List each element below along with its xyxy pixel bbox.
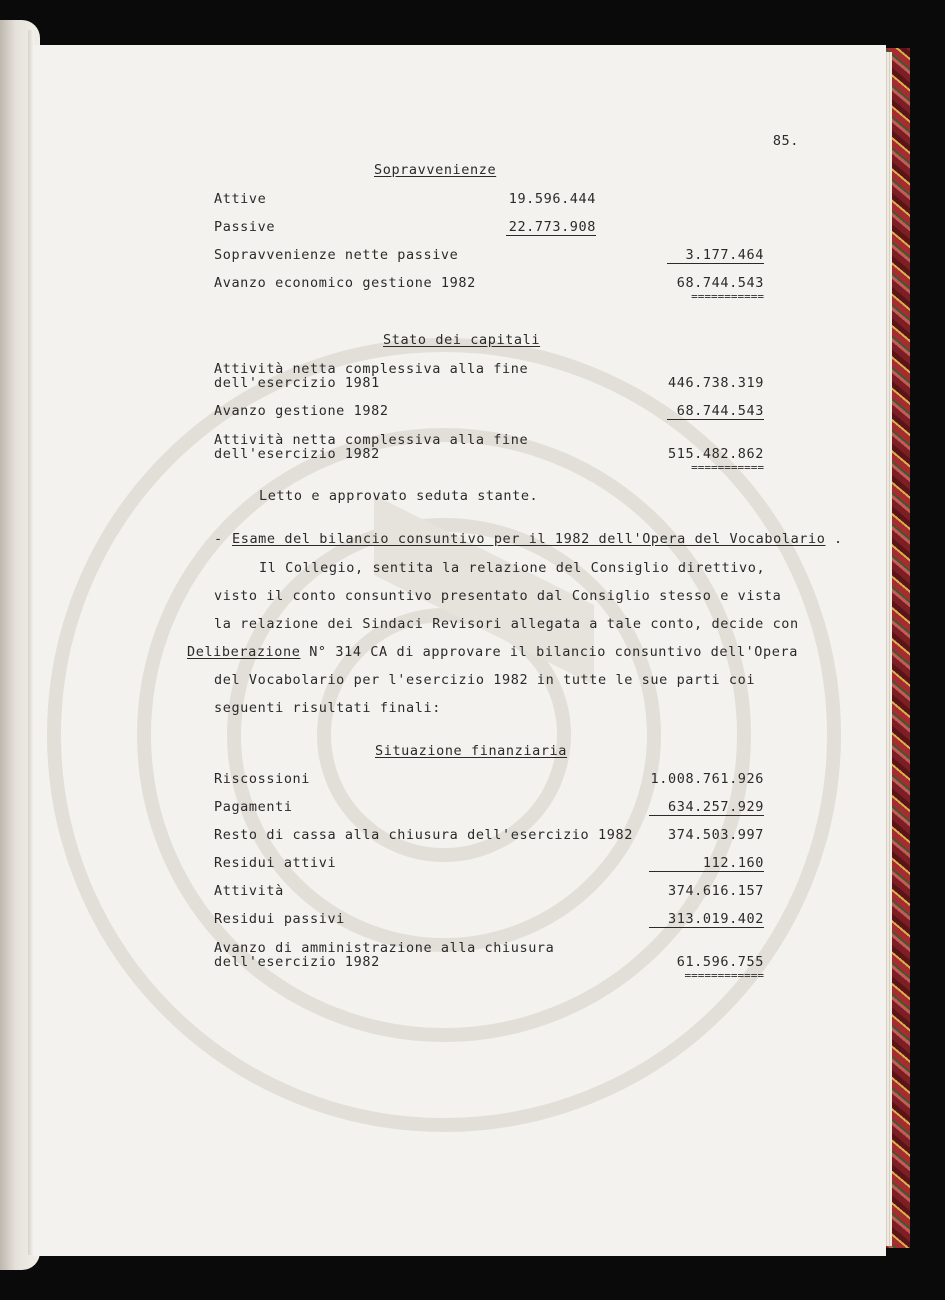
subtotal-rule bbox=[649, 927, 764, 928]
row-label-nette-passive: Sopravvenienze nette passive bbox=[214, 247, 459, 263]
paragraph-line-rest: N° 314 CA di approvare il bilancio consuntivo dell'Opera bbox=[300, 644, 798, 660]
row-value-avanzo-amministrazione: 61.596.755 bbox=[676, 954, 764, 970]
section-heading-sopravvenienze: Sopravvenienze bbox=[374, 162, 497, 178]
subtotal-rule bbox=[506, 235, 596, 236]
row-label-pagamenti: Pagamenti bbox=[214, 799, 293, 815]
row-label-attivita: Attività bbox=[214, 883, 284, 899]
row-value-residui-attivi: 112.160 bbox=[702, 855, 764, 871]
agenda-dash: - bbox=[214, 531, 223, 547]
row-value-attivita-1981: 446.738.319 bbox=[667, 375, 764, 391]
ledger-page bbox=[34, 45, 886, 1256]
page-number: 85. bbox=[772, 133, 799, 149]
paragraph-line: del Vocabolario per l'esercizio 1982 in tutte le sue parti coi bbox=[214, 672, 756, 688]
row-value-nette-passive: 3.177.464 bbox=[685, 247, 764, 263]
row-value-attivita-1982: 515.482.862 bbox=[667, 446, 764, 462]
paragraph-line: visto il conto consuntivo presentato dal Consiglio stesso e vista bbox=[214, 588, 782, 604]
row-label-residui-passivi: Residui passivi bbox=[214, 911, 345, 927]
agenda-item-period: . bbox=[834, 531, 843, 547]
row-value-residui-passivi: 313.019.402 bbox=[667, 911, 764, 927]
subtotal-rule bbox=[667, 263, 764, 264]
row-label-avanzo-amministrazione-line2: dell'esercizio 1982 bbox=[214, 954, 380, 970]
row-label-riscossioni: Riscossioni bbox=[214, 771, 311, 787]
row-label-attivita-1982-line2: dell'esercizio 1982 bbox=[214, 446, 380, 462]
row-value-riscossioni: 1.008.761.926 bbox=[650, 771, 764, 787]
row-label-attivita-1981-line2: dell'esercizio 1981 bbox=[214, 375, 380, 391]
row-label-resto-di-cassa: Resto di cassa alla chiusura dell'esercizio 1982 bbox=[214, 827, 633, 843]
row-value-attivita: 374.616.157 bbox=[667, 883, 764, 899]
row-mid-passive: 22.773.908 bbox=[508, 219, 596, 235]
row-mid-attive: 19.596.444 bbox=[508, 191, 596, 207]
row-label-passive: Passive bbox=[214, 219, 276, 235]
row-label-avanzo-amministrazione-line1: Avanzo di amministrazione alla chiusura bbox=[214, 940, 555, 956]
row-label-avanzo-economico: Avanzo economico gestione 1982 bbox=[214, 275, 476, 291]
deliberazione-term: Deliberazione bbox=[187, 644, 301, 660]
paragraph-line: la relazione dei Sindaci Revisori allegata a tale conto, decide con bbox=[214, 616, 799, 632]
row-label-attivita-1981-line1: Attività netta complessiva alla fine bbox=[214, 361, 529, 377]
row-value-pagamenti: 634.257.929 bbox=[667, 799, 764, 815]
approval-note: Letto e approvato seduta stante. bbox=[259, 488, 539, 504]
section-heading-stato-capitali: Stato dei capitali bbox=[383, 332, 541, 348]
paragraph-line: seguenti risultati finali: bbox=[214, 700, 441, 716]
double-rule: =========== bbox=[691, 290, 764, 303]
paragraph-line: Il Collegio, sentita la relazione del Consiglio direttivo, bbox=[259, 560, 766, 576]
row-label-attivita-1982-line1: Attività netta complessiva alla fine bbox=[214, 432, 529, 448]
row-label-residui-attivi: Residui attivi bbox=[214, 855, 337, 871]
row-label-avanzo-gestione: Avanzo gestione 1982 bbox=[214, 403, 389, 419]
double-rule: =========== bbox=[691, 461, 764, 474]
double-rule: ============ bbox=[684, 969, 764, 982]
row-value-avanzo-economico: 68.744.543 bbox=[676, 275, 764, 291]
subtotal-rule bbox=[649, 815, 764, 816]
subtotal-rule bbox=[649, 871, 764, 872]
row-value-resto-di-cassa: 374.503.997 bbox=[667, 827, 764, 843]
agenda-item-title: Esame del bilancio consuntivo per il 1982 dell'Opera del Vocabolario bbox=[232, 531, 826, 547]
row-label-attive: Attive bbox=[214, 191, 267, 207]
row-value-avanzo-gestione: 68.744.543 bbox=[676, 403, 764, 419]
subtotal-rule bbox=[667, 419, 764, 420]
paragraph-line bbox=[187, 645, 798, 659]
section-heading-situazione-finanziaria: Situazione finanziaria bbox=[375, 743, 568, 759]
